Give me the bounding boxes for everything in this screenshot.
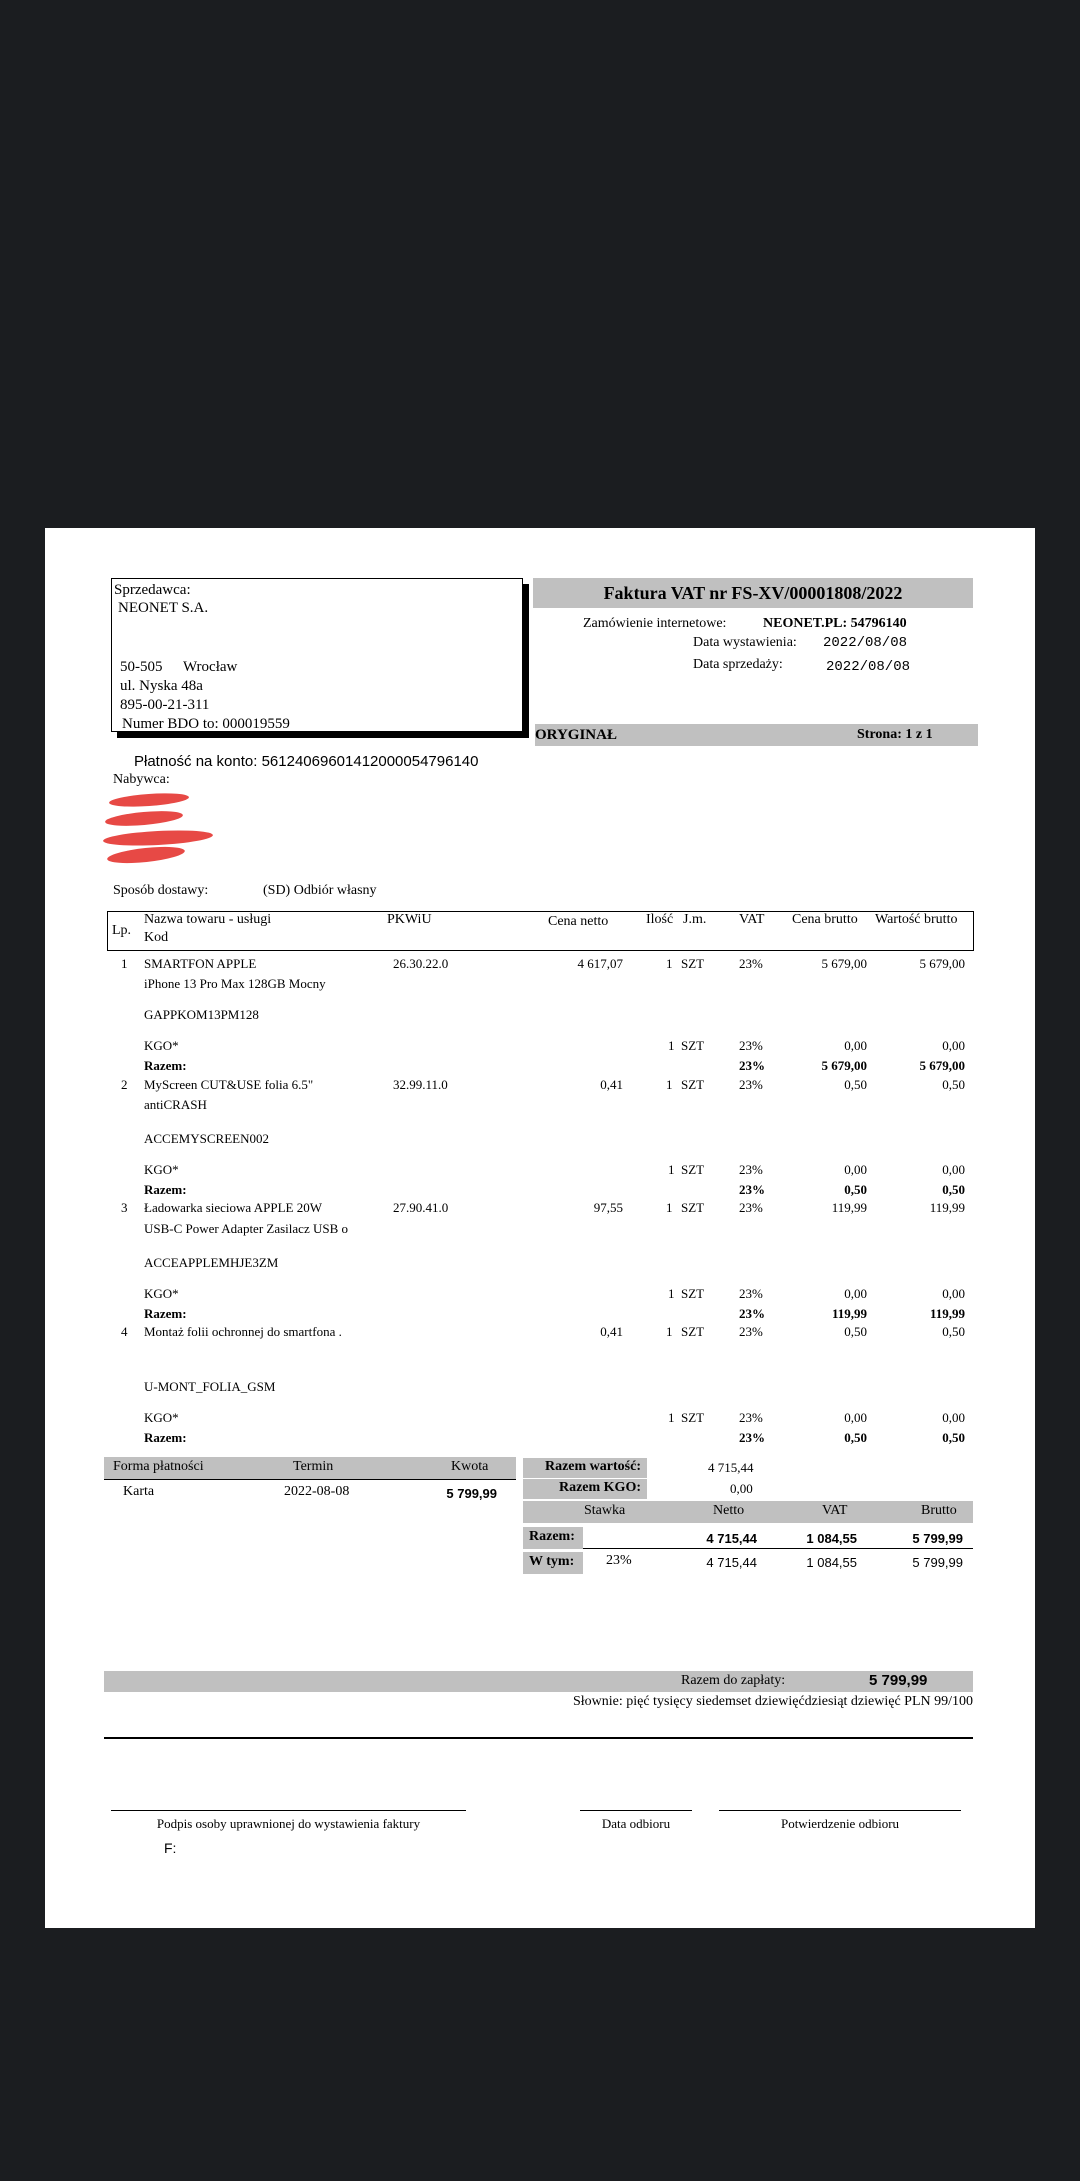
item-qty: 1 [666, 1077, 673, 1092]
item-gross-value: 119,99 [929, 1200, 965, 1215]
kgo-vat: 23% [739, 1162, 763, 1177]
f-label: F: [164, 1840, 177, 1856]
item-sum-vat: 23% [739, 1182, 765, 1197]
issue-date-label: Data wystawienia: [693, 635, 797, 650]
item-gross-price: 119,99 [831, 1200, 867, 1215]
item-code: ACCEMYSCREEN002 [144, 1131, 269, 1146]
item-qty: 1 [666, 1324, 673, 1339]
item-gross-value: 0,50 [942, 1077, 965, 1092]
payment-account: Płatność na konto: 56124069601412000054796140 [134, 753, 479, 770]
buyer-label: Nabywca: [113, 772, 170, 787]
payable-label: Razem do zapłaty: [681, 1673, 786, 1688]
kgo-price: 0,00 [844, 1410, 867, 1425]
kgo-value: 0,00 [942, 1286, 965, 1301]
divider [104, 1737, 973, 1739]
col-qty: Ilość [646, 912, 674, 927]
item-sum-price: 119,99 [831, 1306, 867, 1321]
item-net-price: 97,55 [593, 1200, 623, 1215]
copy-bar [535, 724, 978, 746]
col-code: Kod [144, 930, 169, 945]
item-sum-vat: 23% [739, 1430, 765, 1445]
seller-name: NEONET S.A. [118, 600, 209, 616]
seller-bdo: Numer BDO to: 000019559 [122, 716, 290, 732]
vat-incl-label: W tym: [529, 1554, 575, 1569]
item-code: ACCEAPPLEMHJE3ZM [144, 1255, 279, 1270]
item-sum-vat: 23% [739, 1058, 765, 1073]
payment-term: 2022-08-08 [284, 1484, 350, 1499]
item-pkwiu: 32.99.11.0 [393, 1077, 448, 1092]
date-signature-label: Data odbioru [601, 1816, 671, 1831]
kgo-qty: 1 [668, 1410, 675, 1425]
delivery-label: Sposób dostawy: [113, 883, 209, 898]
item-sum-value: 119,99 [929, 1306, 965, 1321]
vat-gross-header: Brutto [921, 1503, 957, 1518]
date-signature-line [580, 1810, 692, 1811]
confirm-signature-line [719, 1810, 961, 1811]
item-vat: 23% [739, 1077, 763, 1092]
issuer-signature-line [111, 1810, 466, 1811]
payable-amount: 5 799,99 [869, 1672, 928, 1689]
confirm-signature-label: Potwierdzenie odbioru [780, 1816, 900, 1831]
item-sum-vat: 23% [739, 1306, 765, 1321]
item-net-price: 0,41 [600, 1077, 623, 1092]
item-vat: 23% [739, 1324, 763, 1339]
payment-term-header: Termin [293, 1459, 334, 1474]
item-qty: 1 [666, 956, 673, 971]
payment-amount-header: Kwota [451, 1459, 489, 1474]
kgo-price: 0,00 [844, 1162, 867, 1177]
item-gross-value: 5 679,00 [919, 956, 965, 971]
item-code: GAPPKOM13PM128 [144, 1007, 259, 1022]
payment-amount: 5 799,99 [446, 1486, 497, 1501]
col-pkwiu: PKWiU [387, 912, 432, 927]
vat-total-gross: 5 799,99 [912, 1531, 963, 1546]
order-label: Zamówienie internetowe: [583, 616, 727, 631]
col-net-price: Cena netto [548, 914, 609, 929]
kgo-label: KGO* [144, 1286, 179, 1301]
item-sum-label: Razem: [144, 1182, 187, 1197]
item-gross-price: 0,50 [844, 1324, 867, 1339]
payment-form: Karta [123, 1484, 155, 1499]
item-name-2: antiCRASH [144, 1097, 207, 1112]
vat-net-header: Netto [713, 1503, 745, 1518]
item-qty: 1 [666, 1200, 673, 1215]
kgo-vat: 23% [739, 1410, 763, 1425]
item-unit: SZT [681, 1324, 705, 1339]
item-net-price: 4 617,07 [577, 956, 623, 971]
sum-kgo-label: Razem KGO: [558, 1480, 641, 1495]
invoice-page [45, 528, 1035, 1928]
issue-date: 2022/08/08 [823, 635, 908, 651]
sum-value: 4 715,44 [708, 1460, 754, 1475]
vat-vat-header: VAT [822, 1503, 848, 1518]
kgo-value: 0,00 [942, 1038, 965, 1053]
item-sum-value: 5 679,00 [919, 1058, 965, 1073]
kgo-qty: 1 [668, 1286, 675, 1301]
issuer-signature-label: Podpis osoby uprawnionej do wystawienia faktury [156, 1816, 421, 1831]
col-vat: VAT [739, 912, 765, 927]
item-sum-label: Razem: [144, 1430, 187, 1445]
kgo-unit: SZT [681, 1038, 705, 1053]
vat-total-label: Razem: [529, 1529, 575, 1544]
item-pkwiu: 26.30.22.0 [393, 956, 449, 971]
item-sum-value: 0,50 [942, 1182, 965, 1197]
kgo-label: KGO* [144, 1410, 179, 1425]
kgo-vat: 23% [739, 1286, 763, 1301]
kgo-unit: SZT [681, 1286, 705, 1301]
item-name: MyScreen CUT&USE folia 6.5" [144, 1077, 314, 1092]
item-pkwiu: 27.90.41.0 [393, 1200, 449, 1215]
item-sum-price: 0,50 [844, 1430, 867, 1445]
item-gross-price: 0,50 [844, 1077, 867, 1092]
item-sum-value: 0,50 [942, 1430, 965, 1445]
kgo-price: 0,00 [844, 1286, 867, 1301]
invoice-title: Faktura VAT nr FS-XV/00001808/2022 [533, 578, 973, 608]
page-number: Strona: 1 z 1 [857, 727, 933, 742]
item-sum-label: Razem: [144, 1306, 187, 1321]
item-sum-label: Razem: [144, 1058, 187, 1073]
item-lp: 3 [121, 1200, 128, 1215]
vat-incl-vat: 1 084,55 [806, 1555, 857, 1570]
kgo-vat: 23% [739, 1038, 763, 1053]
vat-incl-rate: 23% [606, 1553, 632, 1568]
vat-incl-gross: 5 799,99 [912, 1555, 963, 1570]
item-name: SMARTFON APPLE [144, 956, 257, 971]
item-name: Montaż folii ochronnej do smartfona . [144, 1324, 342, 1339]
item-unit: SZT [681, 1200, 705, 1215]
item-lp: 2 [121, 1077, 128, 1092]
sum-value-label: Razem wartość: [544, 1459, 641, 1474]
item-sum-price: 5 679,00 [821, 1058, 867, 1073]
vat-total-net: 4 715,44 [706, 1531, 757, 1546]
seller-city: Wrocław [183, 659, 238, 675]
seller-postal-code: 50-505 [120, 659, 163, 675]
item-net-price: 0,41 [600, 1324, 623, 1339]
item-vat: 23% [739, 1200, 763, 1215]
col-unit: J.m. [683, 912, 707, 927]
seller-street: ul. Nyska 48a [120, 678, 203, 694]
vat-rate-header: Stawka [584, 1503, 626, 1518]
item-gross-price: 5 679,00 [821, 956, 867, 971]
kgo-value: 0,00 [942, 1410, 965, 1425]
kgo-qty: 1 [668, 1162, 675, 1177]
kgo-qty: 1 [668, 1038, 675, 1053]
item-name-2: iPhone 13 Pro Max 128GB Mocny [144, 976, 326, 991]
seller-nip: 895-00-21-311 [120, 697, 210, 713]
sale-date: 2022/08/08 [826, 659, 911, 675]
item-gross-value: 0,50 [942, 1324, 965, 1339]
payable-bar [104, 1671, 973, 1692]
kgo-label: KGO* [144, 1038, 179, 1053]
kgo-price: 0,00 [844, 1038, 867, 1053]
sum-kgo: 0,00 [730, 1481, 753, 1496]
kgo-label: KGO* [144, 1162, 179, 1177]
col-name: Nazwa towaru - usługi [144, 912, 272, 927]
vat-incl-net: 4 715,44 [706, 1555, 757, 1570]
copy-type: ORYGINAŁ [535, 727, 617, 743]
kgo-unit: SZT [681, 1410, 705, 1425]
order-number: NEONET.PL: 54796140 [763, 616, 907, 631]
payment-form-header: Forma płatności [113, 1459, 204, 1474]
item-lp: 4 [121, 1324, 128, 1339]
item-name: Ładowarka sieciowa APPLE 20W [144, 1200, 322, 1215]
item-unit: SZT [681, 1077, 705, 1092]
item-code: U-MONT_FOLIA_GSM [144, 1379, 276, 1394]
delivery-method: (SD) Odbiór własny [263, 883, 377, 898]
sale-date-label: Data sprzedaży: [693, 657, 783, 672]
col-gross-price: Cena brutto [792, 912, 858, 927]
seller-label: Sprzedawca: [114, 582, 191, 598]
vat-total-vat: 1 084,55 [806, 1531, 857, 1546]
item-vat: 23% [739, 956, 763, 971]
col-gross-value: Wartość brutto [875, 912, 958, 927]
seller-box [111, 578, 523, 732]
item-sum-price: 0,50 [844, 1182, 867, 1197]
kgo-value: 0,00 [942, 1162, 965, 1177]
item-unit: SZT [681, 956, 705, 971]
item-name-2: USB-C Power Adapter Zasilacz USB o [144, 1221, 349, 1236]
kgo-unit: SZT [681, 1162, 705, 1177]
col-lp: Lp. [112, 923, 132, 938]
item-lp: 1 [121, 956, 128, 971]
payable-words: Słownie: pięć tysięcy siedemset dziewięćdziesiąt dziewięć PLN 99/100 [572, 1694, 973, 1709]
